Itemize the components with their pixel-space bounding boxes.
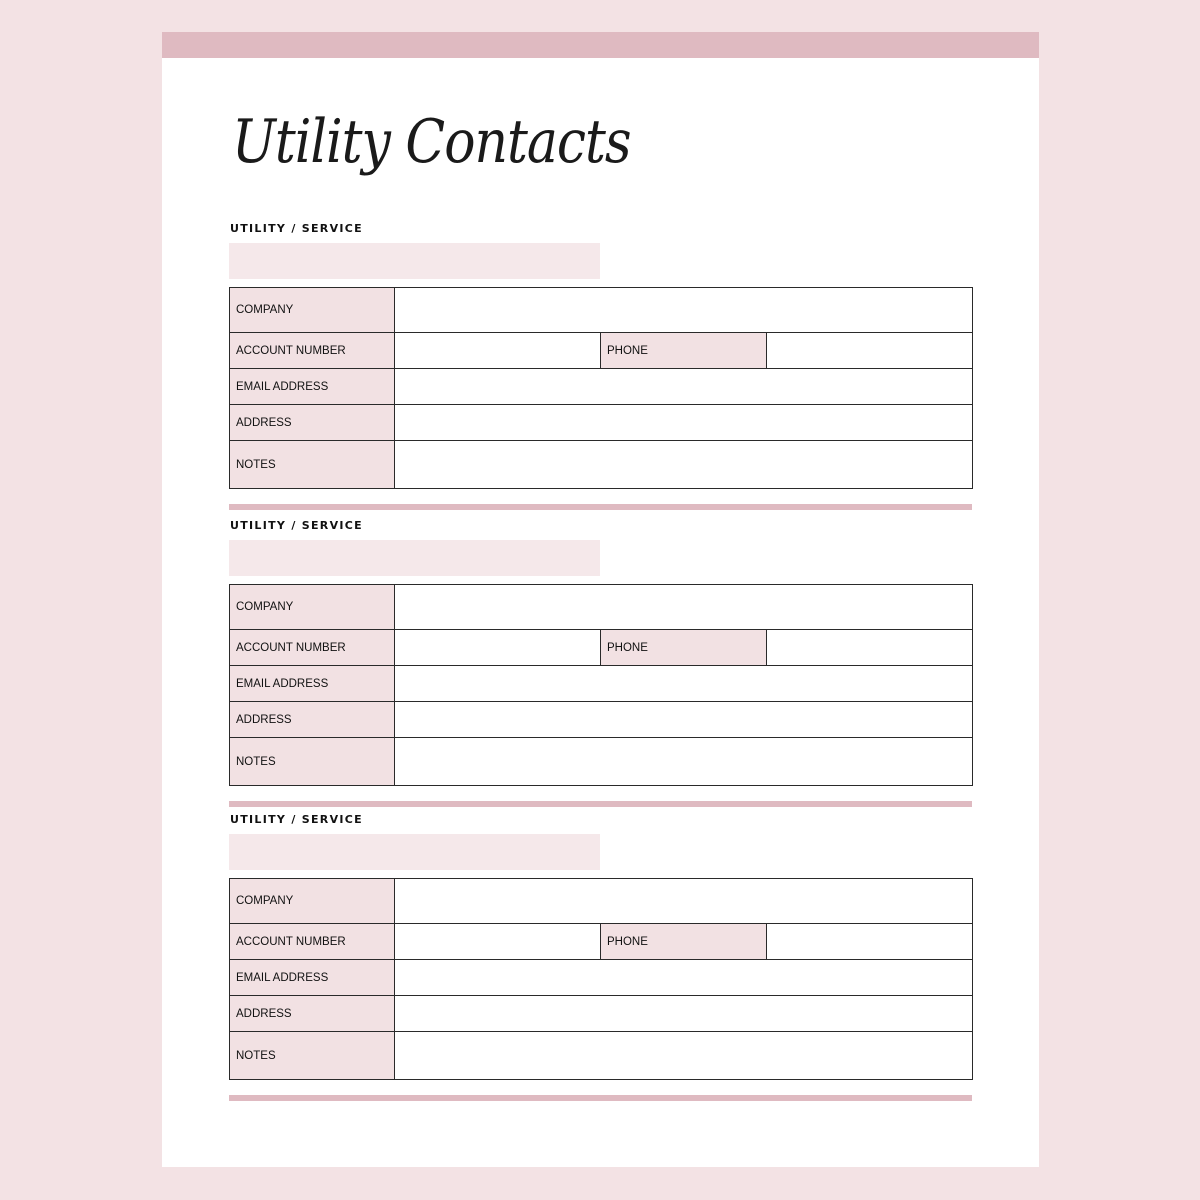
account-number-field[interactable] [395,333,601,369]
email-address-label: EMAIL ADDRESS [230,369,395,405]
phone-label: PHONE [601,924,767,960]
notes-field[interactable] [395,441,973,489]
phone-label: PHONE [601,333,767,369]
service-name-field[interactable] [229,243,600,279]
planner-page [162,32,1039,1167]
contact-table [229,878,973,1080]
address-field[interactable] [395,996,973,1032]
email-address-field[interactable] [395,960,973,996]
company-label: COMPANY [230,288,395,333]
section-divider [229,1095,972,1101]
contact-table [229,287,973,489]
section-label: UTILITY / SERVICE [230,813,363,826]
email-address-field[interactable] [395,666,973,702]
notes-field[interactable] [395,1032,973,1080]
account-number-field[interactable] [395,630,601,666]
phone-label: PHONE [601,630,767,666]
email-address-label: EMAIL ADDRESS [230,666,395,702]
notes-label: NOTES [230,441,395,489]
top-accent-bar [162,32,1039,58]
notes-field[interactable] [395,738,973,786]
account-number-label: ACCOUNT NUMBER [230,630,395,666]
account-number-label: ACCOUNT NUMBER [230,333,395,369]
company-label: COMPANY [230,879,395,924]
company-field[interactable] [395,288,973,333]
address-label: ADDRESS [230,405,395,441]
notes-label: NOTES [230,738,395,786]
email-address-label: EMAIL ADDRESS [230,960,395,996]
phone-field[interactable] [767,630,973,666]
service-name-field[interactable] [229,540,600,576]
account-number-label: ACCOUNT NUMBER [230,924,395,960]
section-label: UTILITY / SERVICE [230,222,363,235]
company-field[interactable] [395,585,973,630]
phone-field[interactable] [767,333,973,369]
address-label: ADDRESS [230,996,395,1032]
address-label: ADDRESS [230,702,395,738]
company-field[interactable] [395,879,973,924]
section-divider [229,801,972,807]
email-address-field[interactable] [395,369,973,405]
contact-table [229,584,973,786]
section-label: UTILITY / SERVICE [230,519,363,532]
address-field[interactable] [395,702,973,738]
company-label: COMPANY [230,585,395,630]
section-divider [229,504,972,510]
address-field[interactable] [395,405,973,441]
page-title: Utility Contacts [232,108,631,177]
account-number-field[interactable] [395,924,601,960]
service-name-field[interactable] [229,834,600,870]
phone-field[interactable] [767,924,973,960]
notes-label: NOTES [230,1032,395,1080]
